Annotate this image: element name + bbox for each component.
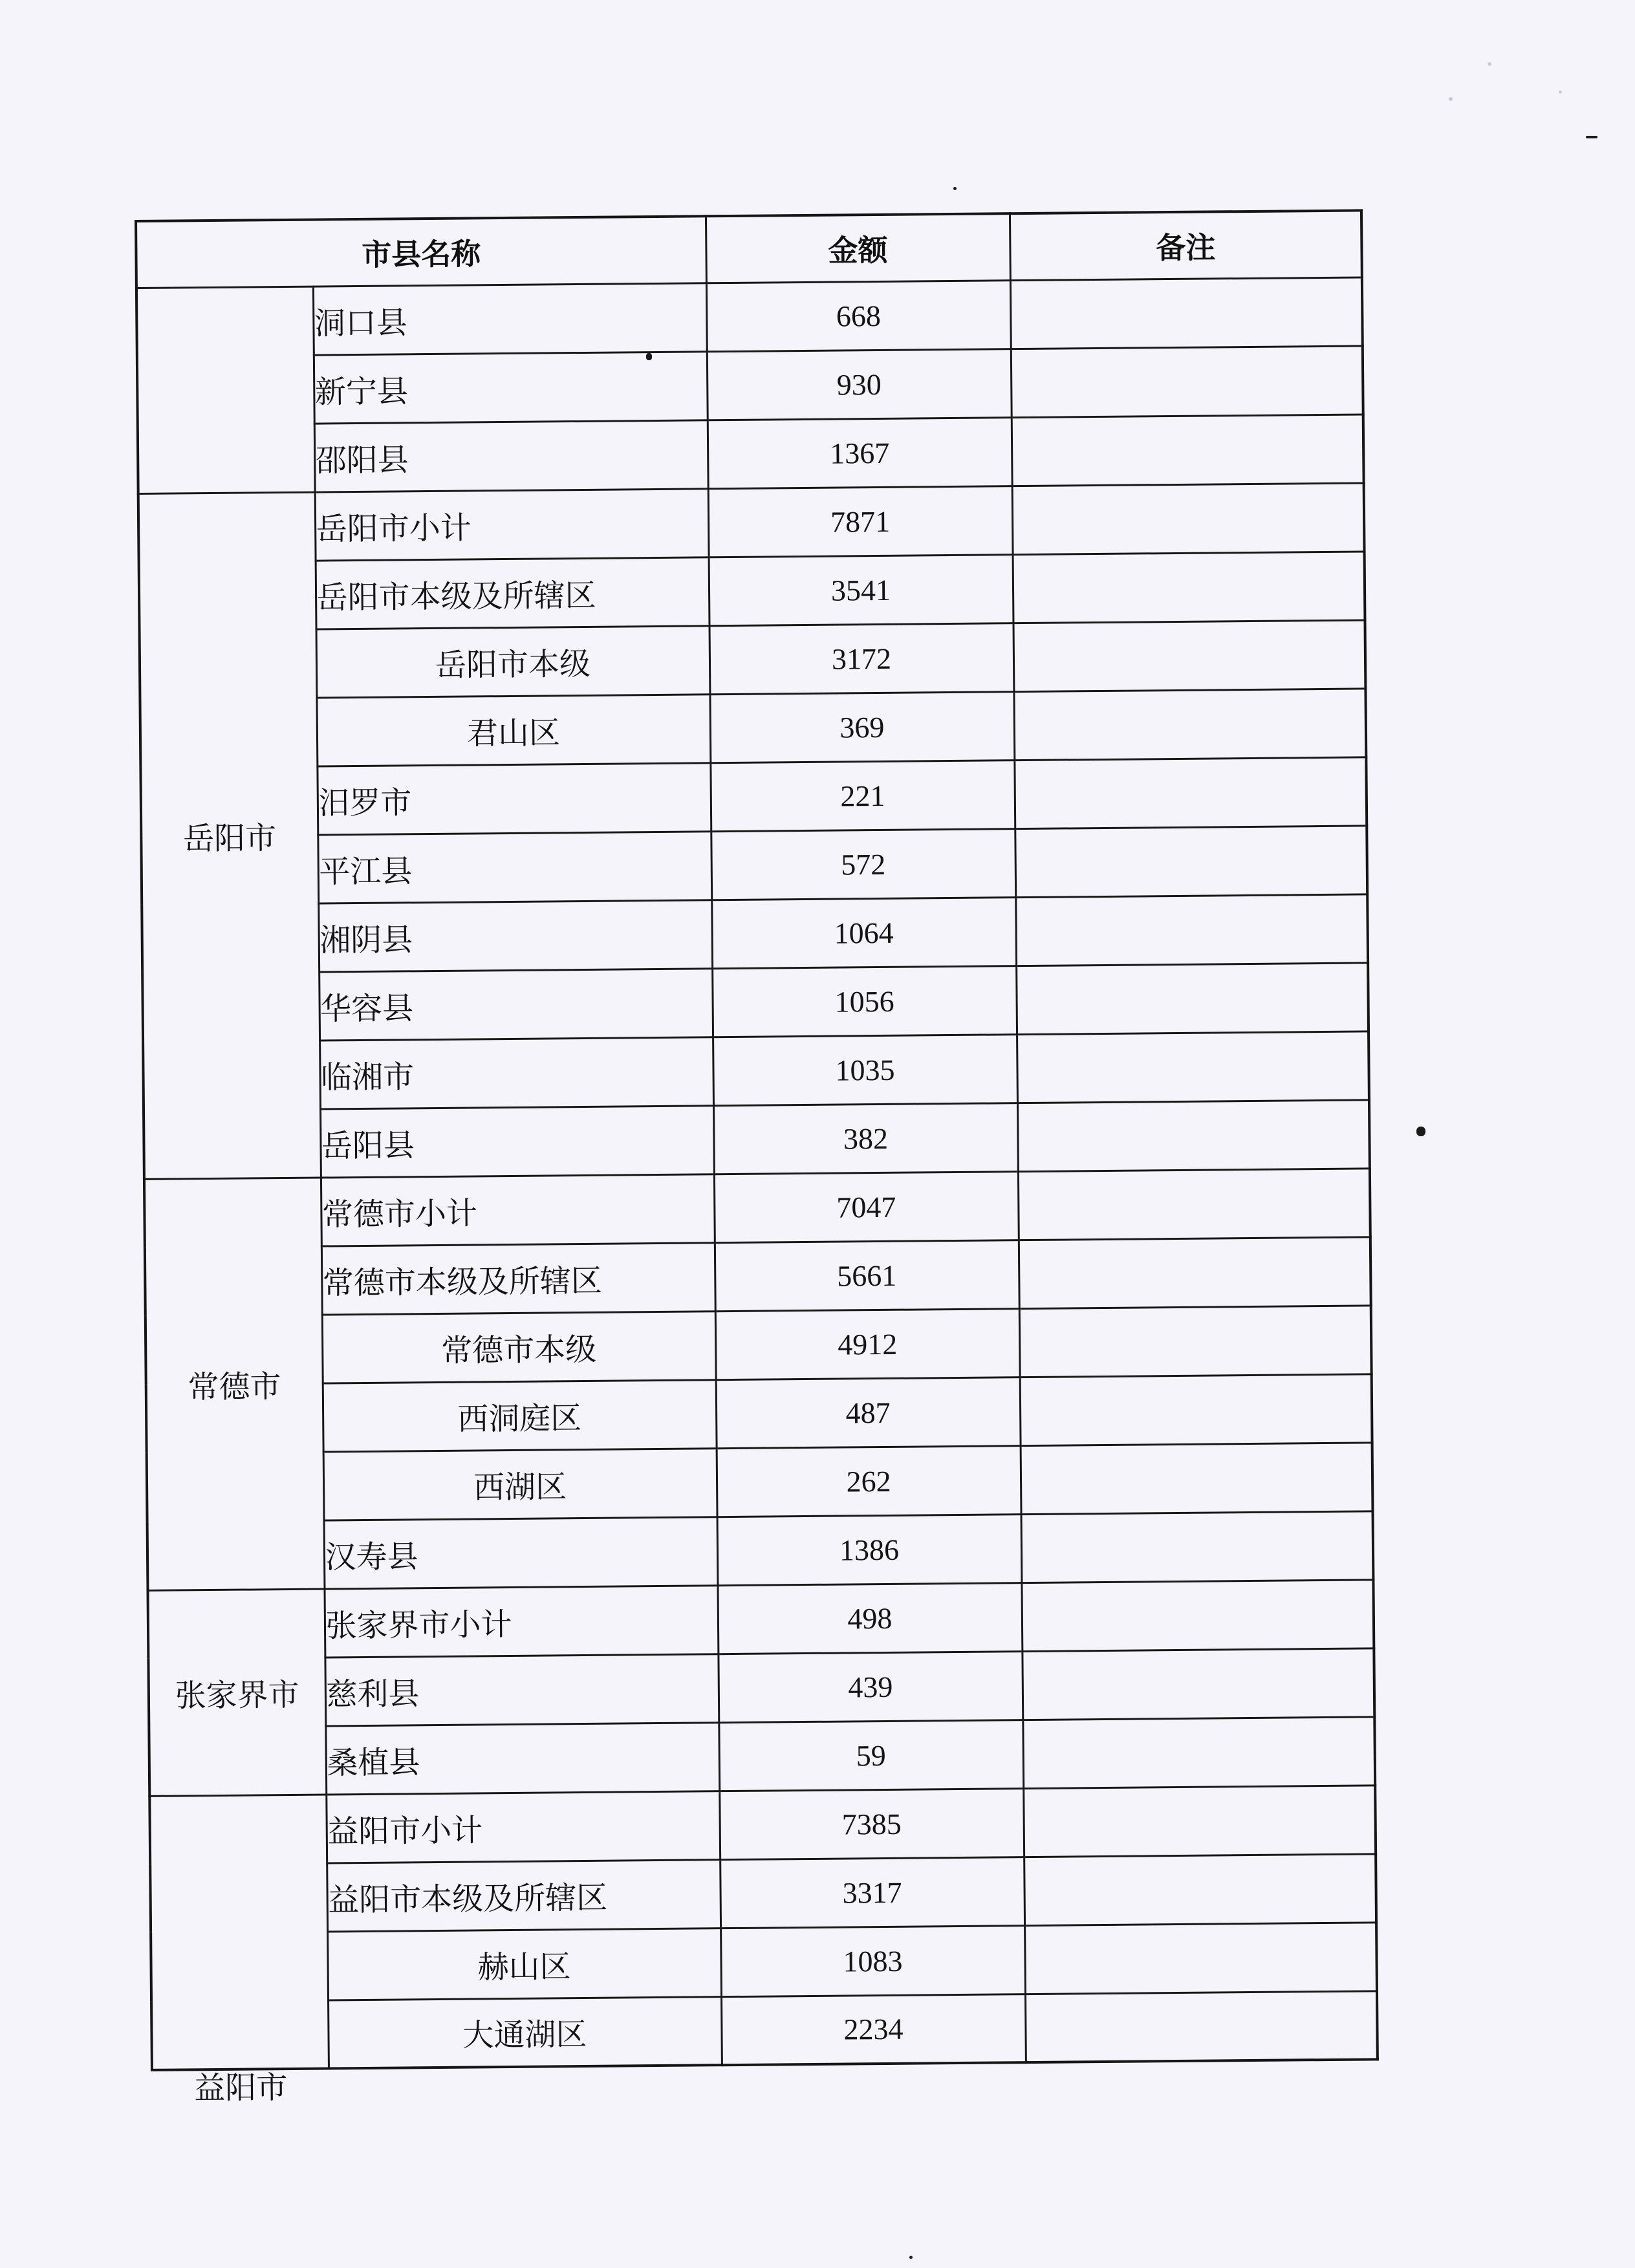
header-region-name: 市县名称 <box>136 216 706 288</box>
table-row <box>142 962 1369 1042</box>
table-row <box>138 414 1364 493</box>
scan-speck <box>1416 1127 1425 1136</box>
note-cell <box>1019 1237 1371 1308</box>
county-name-cell: 临湘市 <box>319 1037 713 1108</box>
table-row <box>149 1716 1375 1796</box>
amount-cell: 1035 <box>713 1034 1017 1105</box>
amount-cell: 3172 <box>709 623 1014 694</box>
table-row <box>147 1442 1373 1522</box>
table-row <box>139 551 1365 631</box>
city-cell <box>138 492 321 1179</box>
county-name-cell: 汨罗市 <box>317 762 711 834</box>
county-name-cell: 益阳市小计 <box>326 1791 720 1863</box>
county-name-cell: 邵阳县 <box>314 420 708 491</box>
city-cell <box>144 1178 325 1590</box>
amount-cell: 382 <box>713 1103 1018 1174</box>
district-name-cell: 西湖区 <box>323 1448 717 1520</box>
table-row <box>136 277 1363 356</box>
note-cell <box>1017 1031 1369 1103</box>
scan-speck <box>1586 136 1597 138</box>
city-label: 常德市 <box>188 1368 281 1405</box>
note-cell <box>1023 1716 1375 1788</box>
amount-cell: 572 <box>711 828 1015 900</box>
note-cell <box>1011 345 1363 417</box>
amount-cell: 3541 <box>709 554 1013 625</box>
district-name-cell: 君山区 <box>316 694 710 766</box>
note-cell <box>1015 894 1368 966</box>
header-note: 备注 <box>1010 210 1362 280</box>
table-row <box>144 1168 1370 1247</box>
amount-cell: 1083 <box>720 1925 1025 1996</box>
table-row <box>146 1305 1372 1385</box>
county-name-cell: 洞口县 <box>313 283 707 354</box>
amount-cell: 3317 <box>720 1857 1024 1928</box>
district-name-cell: 常德市本级 <box>322 1311 716 1383</box>
amount-cell: 4912 <box>715 1308 1020 1379</box>
amount-cell: 7385 <box>719 1788 1024 1859</box>
amount-cell: 1386 <box>717 1514 1022 1585</box>
table-row <box>142 894 1368 973</box>
district-name-cell: 大通湖区 <box>328 1996 722 2068</box>
table-row <box>137 345 1363 425</box>
note-cell <box>1013 620 1365 691</box>
note-cell <box>1014 757 1367 828</box>
table-header-row <box>136 210 1362 288</box>
county-name-cell: 常德市小计 <box>321 1174 715 1246</box>
scan-speck <box>1559 91 1562 94</box>
county-name-cell: 汉寿县 <box>324 1517 718 1588</box>
amount-cell: 487 <box>716 1377 1021 1448</box>
note-cell <box>1010 277 1363 349</box>
note-cell <box>1021 1579 1374 1651</box>
city-cell <box>149 1795 329 2070</box>
table-row <box>144 1099 1370 1179</box>
table-row <box>146 1374 1372 1453</box>
amount-cell: 930 <box>707 349 1012 420</box>
note-cell <box>1015 825 1367 897</box>
amount-cell: 668 <box>706 280 1011 351</box>
city-label: 益阳市 <box>193 2069 288 2107</box>
note-cell <box>1016 962 1369 1034</box>
scan-speck <box>1488 62 1491 66</box>
county-name-cell: 平江县 <box>318 831 711 903</box>
amount-cell: 221 <box>710 760 1015 831</box>
note-cell <box>1019 1305 1372 1377</box>
table-row <box>140 620 1366 699</box>
note-cell <box>1025 1991 1378 2062</box>
table-row <box>151 1991 1378 2070</box>
table-row <box>138 482 1365 562</box>
note-cell <box>1021 1442 1373 1514</box>
county-name-cell: 湘阴县 <box>318 900 712 971</box>
amount-cell: 262 <box>717 1445 1021 1517</box>
city-label-cut-off <box>192 2069 289 2107</box>
amount-cell: 1064 <box>711 897 1016 968</box>
note-cell <box>1023 1785 1376 1857</box>
table-row <box>143 1031 1369 1110</box>
table-row <box>147 1579 1374 1659</box>
table-row <box>148 1648 1374 1727</box>
amount-cell: 7871 <box>708 486 1013 557</box>
county-name-cell: 常德市本级及所辖区 <box>321 1242 715 1314</box>
county-name-cell: 岳阳市本级及所辖区 <box>316 557 709 629</box>
table-row <box>150 1853 1376 1933</box>
amount-cell: 7047 <box>714 1171 1019 1242</box>
city-cell <box>147 1589 326 1796</box>
note-cell <box>1012 482 1365 554</box>
scan-speck <box>909 2256 913 2259</box>
allocation-table <box>135 209 1379 2071</box>
note-cell <box>1024 1853 1376 1925</box>
table-row <box>151 1922 1377 2002</box>
note-cell <box>1018 1168 1370 1240</box>
county-name-cell: 张家界市小计 <box>324 1585 718 1657</box>
city-cell <box>136 286 315 493</box>
district-name-cell: 赫山区 <box>327 1928 721 2000</box>
county-name-cell: 岳阳市小计 <box>315 488 709 560</box>
amount-cell: 59 <box>719 1720 1023 1791</box>
table-row <box>149 1785 1376 1864</box>
county-name-cell: 桑植县 <box>325 1722 719 1794</box>
note-cell <box>1022 1648 1374 1720</box>
county-name-cell: 岳阳县 <box>320 1105 714 1177</box>
amount-cell: 1056 <box>712 966 1017 1037</box>
header-amount: 金额 <box>706 213 1010 283</box>
amount-cell: 5661 <box>715 1240 1019 1311</box>
note-cell <box>1021 1511 1374 1582</box>
amount-cell: 2234 <box>721 1994 1026 2065</box>
district-name-cell: 西洞庭区 <box>323 1379 717 1451</box>
scan-speck <box>646 353 652 360</box>
scan-speck <box>953 187 957 190</box>
note-cell <box>1012 414 1364 486</box>
county-name-cell: 华容县 <box>319 968 713 1040</box>
table-row <box>145 1237 1371 1316</box>
table-row <box>140 688 1366 768</box>
county-name-cell: 慈利县 <box>325 1654 719 1725</box>
amount-cell: 498 <box>717 1582 1022 1654</box>
amount-cell: 439 <box>718 1651 1023 1722</box>
city-label: 岳阳市 <box>182 819 277 857</box>
county-name-cell: 新宁县 <box>314 351 708 423</box>
allocation-table-sheet <box>135 209 1376 2107</box>
table-row <box>140 757 1367 836</box>
amount-cell: 369 <box>709 691 1014 762</box>
note-cell <box>1017 1099 1370 1171</box>
note-cell <box>1013 551 1365 623</box>
table-row <box>141 825 1367 905</box>
note-cell <box>1024 1922 1377 1994</box>
table-row <box>147 1511 1374 1590</box>
amount-cell: 1367 <box>708 417 1012 488</box>
note-cell <box>1013 688 1366 760</box>
scan-speck <box>1449 97 1453 101</box>
county-name-cell: 益阳市本级及所辖区 <box>327 1859 720 1931</box>
note-cell <box>1020 1374 1372 1445</box>
district-name-cell: 岳阳市本级 <box>316 625 710 697</box>
city-label: 张家界市 <box>175 1676 299 1714</box>
